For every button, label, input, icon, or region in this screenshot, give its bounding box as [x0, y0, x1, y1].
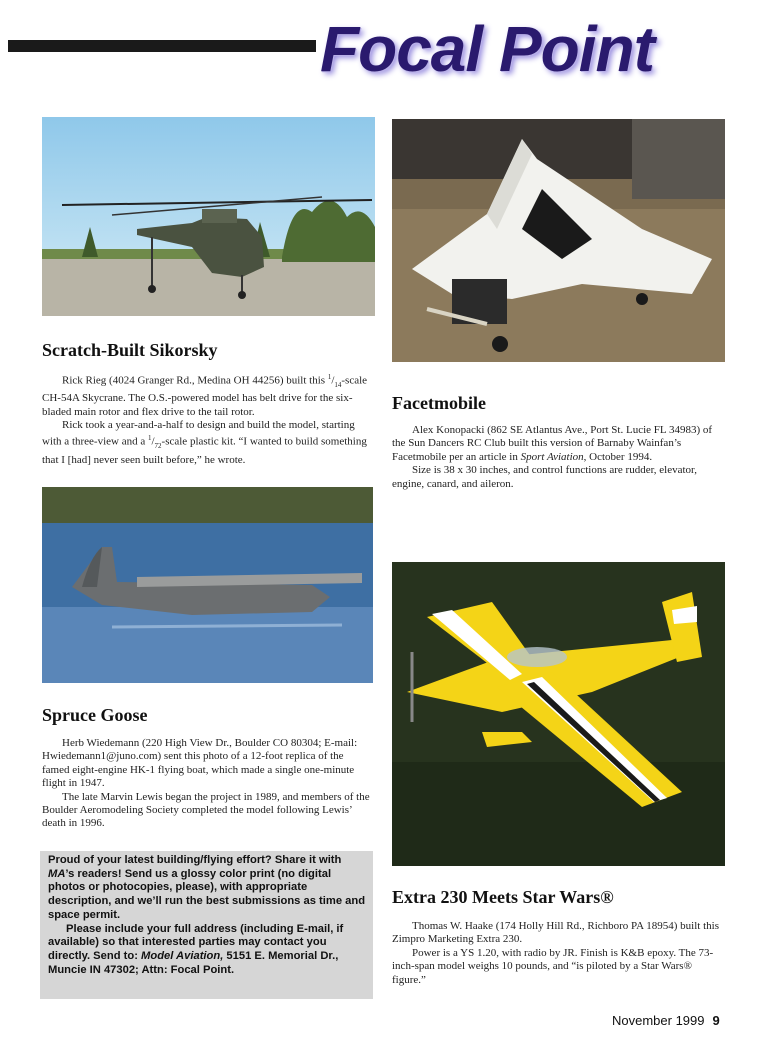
article-body-spruce-goose: [42, 737, 373, 831]
article-paragraph: Thomas W. Haake (174 Holly Hill Rd., Richboro PA 18954) built this Zimpro Marketing Extra 230.: [392, 920, 719, 946]
article-body-extra-230: [392, 920, 725, 987]
page-footer: [612, 1013, 720, 1028]
header-rule: [8, 40, 316, 52]
page-number: 9: [712, 1013, 720, 1028]
photo-sikorsky: [42, 117, 375, 316]
article-paragraph: Size is 38 x 30 inches, and control functions are rudder, elevator, engine, canard, and aileron.: [392, 464, 698, 490]
article-heading-facetmobile: Facetmobile: [392, 393, 486, 413]
article-paragraph: Herb Wiedemann (220 High View Dr., Boulder CO 80304; E-mail: Hwiedemann1@juno.com) sent this photo of a 12-foot replica of the famed eight-engine HK-1 flying boat, which made a single one-minute flight in 1947.: [42, 737, 358, 790]
article-heading-extra-230: Extra 230 Meets Star Wars®: [392, 887, 614, 907]
callout-paragraph: Please include your full address (including E-mail, if available) so that interested parties may contact you directly. Send to: Model Aviation, 5151 E. Memorial Dr., Muncie IN 47302; Attn: Focal Point.: [48, 922, 344, 976]
article-paragraph: Rick Rieg (4024 Granger Rd., Medina OH 44256) built this $^1/_{14}$-scale CH-54A Skycrane. The O.S.-powered model has belt drive for the six-bladed main rotor and flex drive to the tail rotor.: [42, 373, 368, 418]
photo-spruce-goose: [42, 487, 373, 683]
issue-date: November 1999: [612, 1013, 705, 1028]
article-heading-sikorsky: Scratch-Built Sikorsky: [42, 340, 218, 360]
article-body-facetmobile: [392, 424, 725, 491]
photo-extra-230: [392, 562, 725, 866]
article-heading-spruce-goose: Spruce Goose: [42, 705, 148, 725]
page-title: Focal Point: [320, 13, 654, 85]
submission-callout: [40, 851, 373, 999]
article-paragraph: Power is a YS 1.20, with radio by JR. Finish is K&B epoxy. The 73-inch-span model weighs 10 pounds, and “is piloted by a Star Wars® figure.”: [392, 946, 714, 986]
article-body-sikorsky: [42, 371, 373, 467]
article-paragraph: The late Marvin Lewis began the project in 1989, and members of the Boulder Aeromodeling Society completed the model following Lewis’ death in 1996.: [42, 790, 370, 830]
article-paragraph: Rick took a year-and-a-half to design and build the model, starting with a three-view and a $^1/_{72}$-scale plastic kit. “I wanted to build something that I [had] never seen built before,” he wrote.: [42, 419, 367, 466]
callout-paragraph: Proud of your latest building/flying effort? Share it with MA’s readers! Send us a glossy color print (no digital photos or photocopies, please), with appropriate description, and we’ll run the best submissions as time and space permit.: [48, 854, 366, 921]
article-paragraph: Alex Konopacki (862 SE Atlantus Ave., Port St. Lucie FL 34983) of the Sun Dancers RC Club built this version of Barnaby Wainfan’s Facetmobile per an article in Sport Aviation, October 1994.: [392, 424, 713, 463]
photo-facetmobile: [392, 119, 725, 362]
